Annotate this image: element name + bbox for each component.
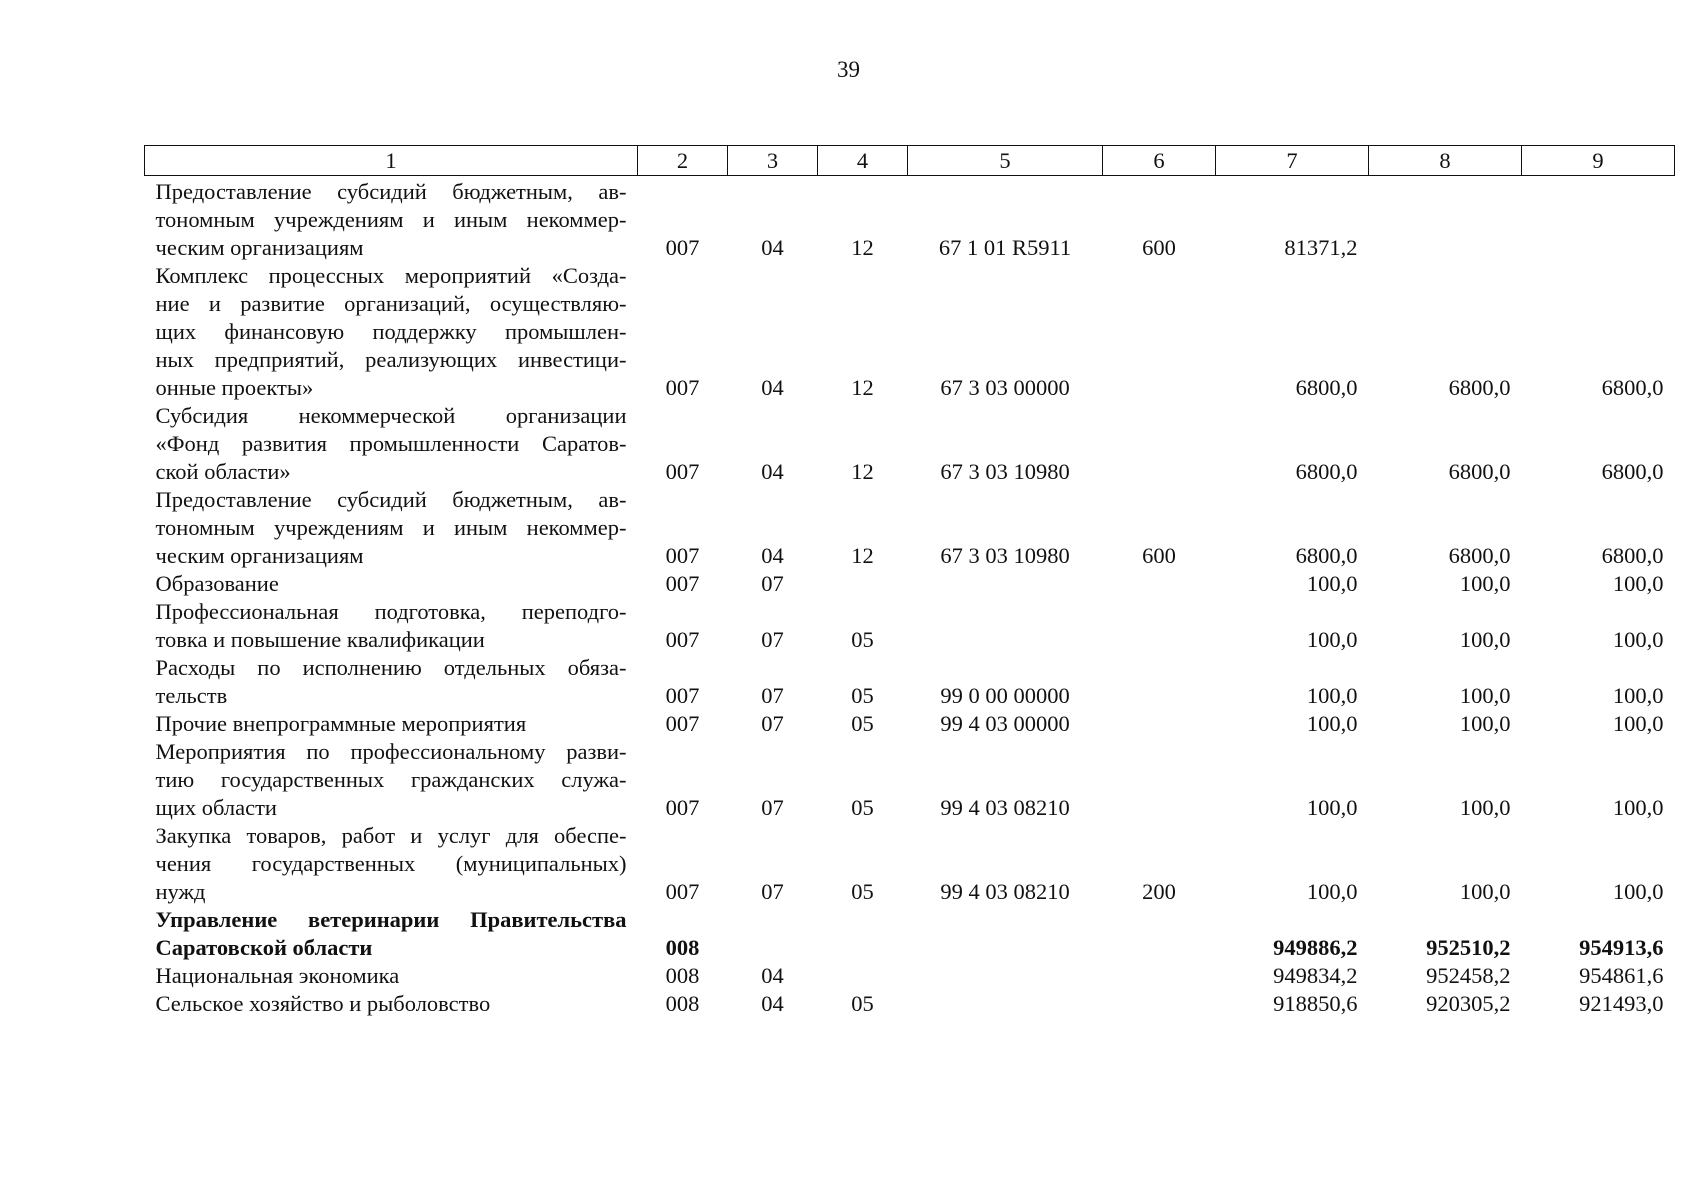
expense-type-code <box>1103 570 1216 598</box>
section-code: 07 <box>761 795 784 820</box>
section-code <box>728 906 818 962</box>
ministry-code: 007 <box>665 683 700 708</box>
row-name <box>145 486 638 570</box>
section-code: 04 <box>761 963 784 988</box>
ministry-code: 007 <box>665 879 700 904</box>
table-row <box>145 710 1675 738</box>
amount-year-2: 6800,0 <box>1448 543 1511 568</box>
amount-year-1: 81371,2 <box>1284 235 1358 260</box>
row-name-line: Профессиональная подготовка, переподго- <box>155 599 627 624</box>
expense-type-code: 600 <box>1142 543 1176 568</box>
target-article-code <box>908 990 1103 1018</box>
amount-year-1: 6800,0 <box>1295 375 1358 400</box>
ministry-code: 008 <box>665 963 700 988</box>
row-name <box>145 990 638 1018</box>
amount-year-2: 100,0 <box>1459 571 1511 596</box>
amount-year-1: 100,0 <box>1306 711 1358 736</box>
amount-year-1: 918850,6 <box>1273 991 1358 1016</box>
row-name-line: Национальная экономика <box>155 963 400 988</box>
ministry-code: 007 <box>665 795 700 820</box>
expense-type-code <box>1103 402 1216 486</box>
column-header-8: 8 <box>1369 146 1522 176</box>
subsection-code: 12 <box>851 235 874 260</box>
table-row <box>145 402 1675 486</box>
section-code: 07 <box>761 683 784 708</box>
amount-year-2 <box>1369 176 1522 263</box>
row-name <box>145 176 638 263</box>
amount-year-1: 100,0 <box>1306 795 1358 820</box>
row-name-line: Управление ветеринарии Правительства <box>155 907 627 932</box>
amount-year-1: 100,0 <box>1306 683 1358 708</box>
section-code: 07 <box>761 627 784 652</box>
section-code: 04 <box>761 543 784 568</box>
ministry-code: 008 <box>665 935 700 960</box>
target-article-code: 99 4 03 00000 <box>940 711 1070 736</box>
amount-year-3: 100,0 <box>1612 795 1664 820</box>
table-row <box>145 962 1675 990</box>
page-number: 39 <box>837 57 860 82</box>
subsection-code: 05 <box>851 991 874 1016</box>
amount-year-1: 100,0 <box>1306 571 1358 596</box>
section-code: 07 <box>761 879 784 904</box>
subsection-code: 05 <box>851 795 874 820</box>
subsection-code: 05 <box>851 879 874 904</box>
row-name-line: Сельское хозяйство и рыболовство <box>155 991 491 1016</box>
amount-year-2: 920305,2 <box>1426 991 1511 1016</box>
ministry-code: 007 <box>665 711 700 736</box>
amount-year-3: 100,0 <box>1612 683 1664 708</box>
row-name-line: Расходы по исполнению отдельных обяза- <box>155 655 627 680</box>
subsection-code: 05 <box>851 627 874 652</box>
row-name-line: Предоставление субсидий бюджетным, ав- <box>155 487 627 512</box>
target-article-code: 99 0 00 00000 <box>940 683 1070 708</box>
amount-year-3 <box>1522 176 1675 263</box>
subsection-code: 12 <box>851 543 874 568</box>
amount-year-3: 6800,0 <box>1601 375 1664 400</box>
subsection-code: 05 <box>851 711 874 736</box>
subsection-code: 05 <box>851 683 874 708</box>
row-name-line: «Фонд развития промышленности Саратов- <box>155 431 627 456</box>
subsection-code <box>818 906 908 962</box>
table-row <box>145 822 1675 906</box>
row-name-line: онные проекты» <box>155 375 314 400</box>
section-code: 04 <box>761 375 784 400</box>
row-name <box>145 906 638 962</box>
column-header-6: 6 <box>1103 146 1216 176</box>
row-name-line: ской области» <box>155 459 291 484</box>
row-name-line: тономным учреждениям и иным некоммер- <box>155 207 627 232</box>
row-name-line: ние и развитие организаций, осуществляю- <box>155 291 627 316</box>
section-code: 04 <box>761 991 784 1016</box>
table-row <box>145 906 1675 962</box>
expense-type-code <box>1103 654 1216 710</box>
section-code: 04 <box>761 235 784 260</box>
amount-year-3: 100,0 <box>1612 571 1664 596</box>
subsection-code: 12 <box>851 459 874 484</box>
amount-year-3: 954913,6 <box>1579 935 1664 960</box>
row-name-line: Саратовской области <box>155 935 373 960</box>
amount-year-1: 100,0 <box>1306 627 1358 652</box>
amount-year-1: 6800,0 <box>1295 459 1358 484</box>
column-header-3: 3 <box>728 146 818 176</box>
amount-year-3: 921493,0 <box>1579 991 1664 1016</box>
section-code: 07 <box>761 571 784 596</box>
amount-year-2: 100,0 <box>1459 711 1511 736</box>
ministry-code: 007 <box>665 627 700 652</box>
row-name-line: щих области <box>155 795 277 820</box>
row-name <box>145 738 638 822</box>
expense-type-code <box>1103 990 1216 1018</box>
row-name-line: ческим организациям <box>155 543 364 568</box>
row-name-line: ных предприятий, реализующих инвестици- <box>155 347 627 372</box>
row-name-line: Мероприятия по профессиональному разви- <box>155 739 627 764</box>
row-name-line: Образование <box>155 571 279 596</box>
subsection-code <box>818 570 908 598</box>
table-body <box>145 176 1675 1019</box>
target-article-code <box>908 598 1103 654</box>
table-row <box>145 570 1675 598</box>
expense-type-code: 200 <box>1142 879 1176 904</box>
amount-year-1: 949834,2 <box>1273 963 1358 988</box>
table-header <box>145 146 1675 176</box>
amount-year-2: 952458,2 <box>1426 963 1511 988</box>
expense-type-code <box>1103 738 1216 822</box>
header-row <box>145 146 1675 176</box>
amount-year-2: 6800,0 <box>1448 459 1511 484</box>
ministry-code: 007 <box>665 235 700 260</box>
expense-type-code <box>1103 906 1216 962</box>
target-article-code: 99 4 03 08210 <box>940 879 1070 904</box>
amount-year-2: 100,0 <box>1459 795 1511 820</box>
row-name <box>145 654 638 710</box>
row-name-line: тономным учреждениям и иным некоммер- <box>155 515 627 540</box>
column-header-1: 1 <box>145 146 638 176</box>
row-name-line: нужд <box>155 879 206 904</box>
row-name-line: Прочие внепрограммные мероприятия <box>155 711 527 736</box>
amount-year-3: 100,0 <box>1612 879 1664 904</box>
table-row <box>145 262 1675 402</box>
row-name-line: чения государственных (муниципальных) <box>155 851 627 876</box>
section-code: 04 <box>761 459 784 484</box>
row-name <box>145 962 638 990</box>
ministry-code: 008 <box>665 991 700 1016</box>
column-header-2: 2 <box>638 146 728 176</box>
amount-year-2: 952510,2 <box>1426 935 1511 960</box>
target-article-code: 67 1 01 R5911 <box>938 235 1072 260</box>
amount-year-2: 100,0 <box>1459 627 1511 652</box>
row-name <box>145 402 638 486</box>
amount-year-2: 100,0 <box>1459 683 1511 708</box>
amount-year-1: 100,0 <box>1306 879 1358 904</box>
column-header-7: 7 <box>1216 146 1369 176</box>
column-header-4: 4 <box>818 146 908 176</box>
amount-year-3: 6800,0 <box>1601 459 1664 484</box>
ministry-code: 007 <box>665 571 700 596</box>
row-name <box>145 262 638 402</box>
amount-year-2: 100,0 <box>1459 879 1511 904</box>
target-article-code <box>908 906 1103 962</box>
row-name-line: Предоставление субсидий бюджетным, ав- <box>155 179 627 204</box>
table-row <box>145 486 1675 570</box>
row-name <box>145 570 638 598</box>
amount-year-3: 100,0 <box>1612 627 1664 652</box>
row-name-line: тию государственных гражданских служа- <box>155 767 627 792</box>
expense-type-code <box>1103 710 1216 738</box>
amount-year-3: 6800,0 <box>1601 543 1664 568</box>
target-article-code <box>908 962 1103 990</box>
ministry-code: 007 <box>665 543 700 568</box>
expense-type-code <box>1103 962 1216 990</box>
ministry-code: 007 <box>665 459 700 484</box>
target-article-code: 67 3 03 00000 <box>940 375 1070 400</box>
row-name <box>145 598 638 654</box>
amount-year-2: 6800,0 <box>1448 375 1511 400</box>
budget-table <box>144 145 1675 1018</box>
column-header-5: 5 <box>908 146 1103 176</box>
table-row <box>145 598 1675 654</box>
subsection-code: 12 <box>851 375 874 400</box>
row-name-line: товка и повышение квалификации <box>155 627 485 652</box>
table-row <box>145 654 1675 710</box>
row-name <box>145 710 638 738</box>
row-name-line: тельств <box>155 683 228 708</box>
row-name-line: Комплекс процессных мероприятий «Созда- <box>155 263 627 288</box>
ministry-code: 007 <box>665 375 700 400</box>
amount-year-1: 949886,2 <box>1273 935 1358 960</box>
target-article-code <box>908 570 1103 598</box>
row-name <box>145 822 638 906</box>
target-article-code: 67 3 03 10980 <box>940 543 1070 568</box>
expense-type-code <box>1103 598 1216 654</box>
row-name-line: Закупка товаров, работ и услуг для обеспе- <box>155 823 627 848</box>
table-row <box>145 176 1675 263</box>
amount-year-3: 100,0 <box>1612 711 1664 736</box>
row-name-line: щих финансовую поддержку промышлен- <box>155 319 627 344</box>
expense-type-code: 600 <box>1142 235 1176 260</box>
amount-year-3: 954861,6 <box>1579 963 1664 988</box>
table-row <box>145 990 1675 1018</box>
row-name-line: Субсидия некоммерческой организации <box>155 403 627 428</box>
target-article-code: 67 3 03 10980 <box>940 459 1070 484</box>
target-article-code: 99 4 03 08210 <box>940 795 1070 820</box>
expense-type-code <box>1103 262 1216 402</box>
column-header-9: 9 <box>1522 146 1675 176</box>
amount-year-1: 6800,0 <box>1295 543 1358 568</box>
subsection-code <box>818 962 908 990</box>
row-name-line: ческим организациям <box>155 235 364 260</box>
section-code: 07 <box>761 711 784 736</box>
table-row <box>145 738 1675 822</box>
